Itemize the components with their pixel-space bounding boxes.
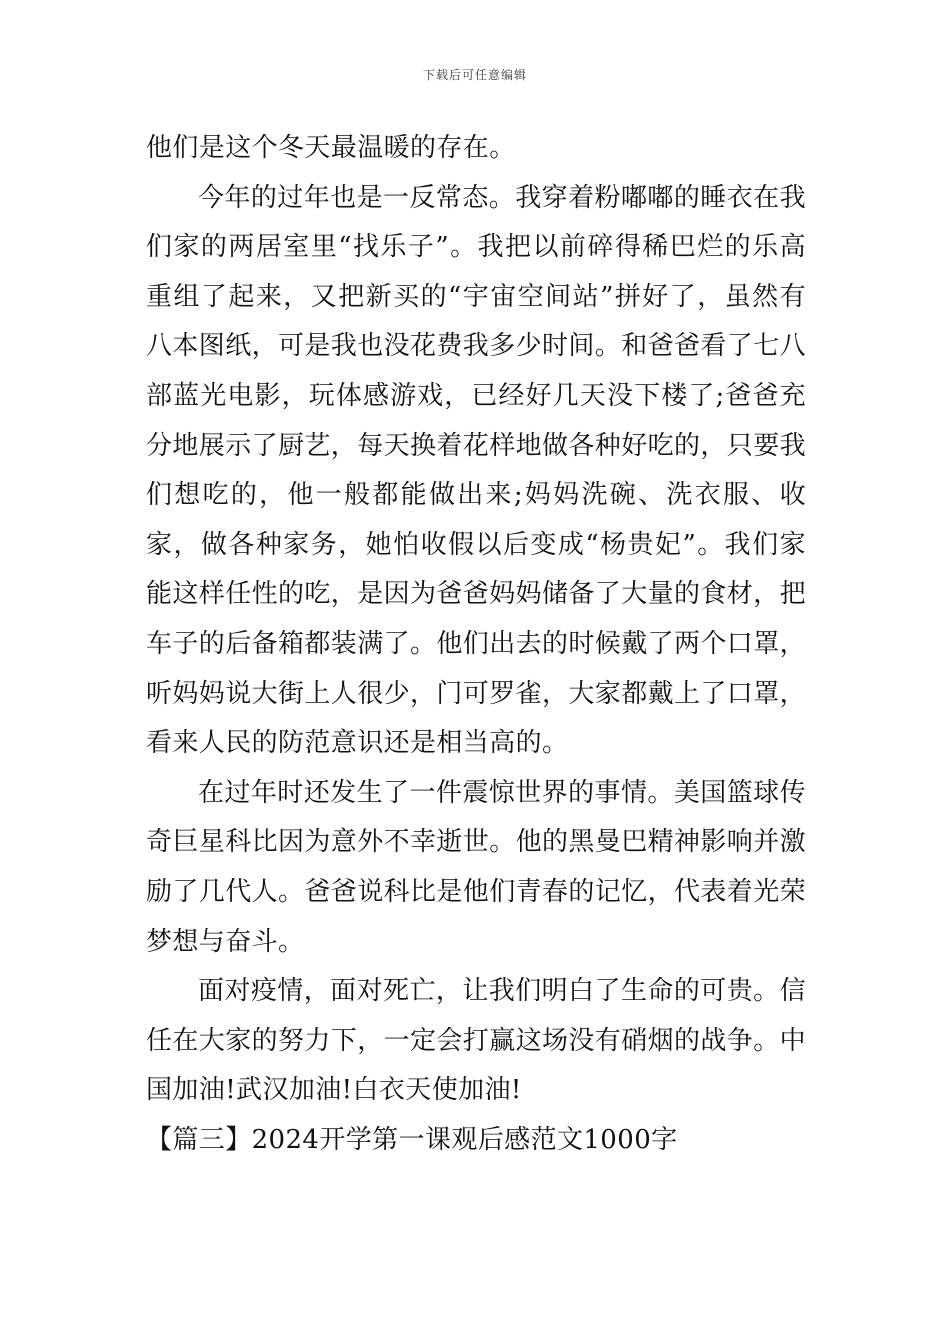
- header-note: 下载后可任意编辑: [422, 68, 527, 82]
- paragraph-continuation: 他们是这个冬天最温暖的存在。: [146, 133, 516, 163]
- paragraph-kobe: 在过年时还发生了一件震惊世界的事情。美国篮球传奇巨星科比因为意外不幸逝世。他的黑曼巴精神影响并激励了几代人。爸爸说科比是他们青春的记忆，代表着光荣梦想与奋斗。: [146, 777, 807, 957]
- paragraph-new-year: 今年的过年也是一反常态。我穿着粉嘟嘟的睡衣在我们家的两居室里“找乐子”。我把以前碎得稀巴烂的乐高重组了起来，又把新买的“宇宙空间站”拼好了，虽然有八本图纸，可是我也没花费我多少时间。和爸爸看了七八部蓝光电影，玩体感游戏，已经好几天没下楼了;爸爸充分地展示了厨艺，每天换着花样地做各种好吃的，只要我们想吃的，他一般都能做出来;妈妈洗碗、洗衣服、收家，做各种家务，她怕收假以后变成“杨贵妃”。我们家能这样任性的吃，是因为爸爸妈妈储备了大量的食材，把车子的后备箱都装满了。他们出去的时候戴了两个口罩，听妈妈说大街上人很少，门可罗雀，大家都戴上了口罩，看来人民的防范意识还是相当高的。: [146, 182, 807, 759]
- body-text: [146, 124, 806, 1165]
- section-title: 【篇三】2024开学第一课观后感范文1000字: [146, 1124, 678, 1155]
- paragraph-closing: 面对疫情，面对死亡，让我们明白了生命的可贵。信任在大家的努力下，一定会打赢这场没有硝烟的战争。中国加油!武汉加油!白衣天使加油!: [146, 976, 807, 1106]
